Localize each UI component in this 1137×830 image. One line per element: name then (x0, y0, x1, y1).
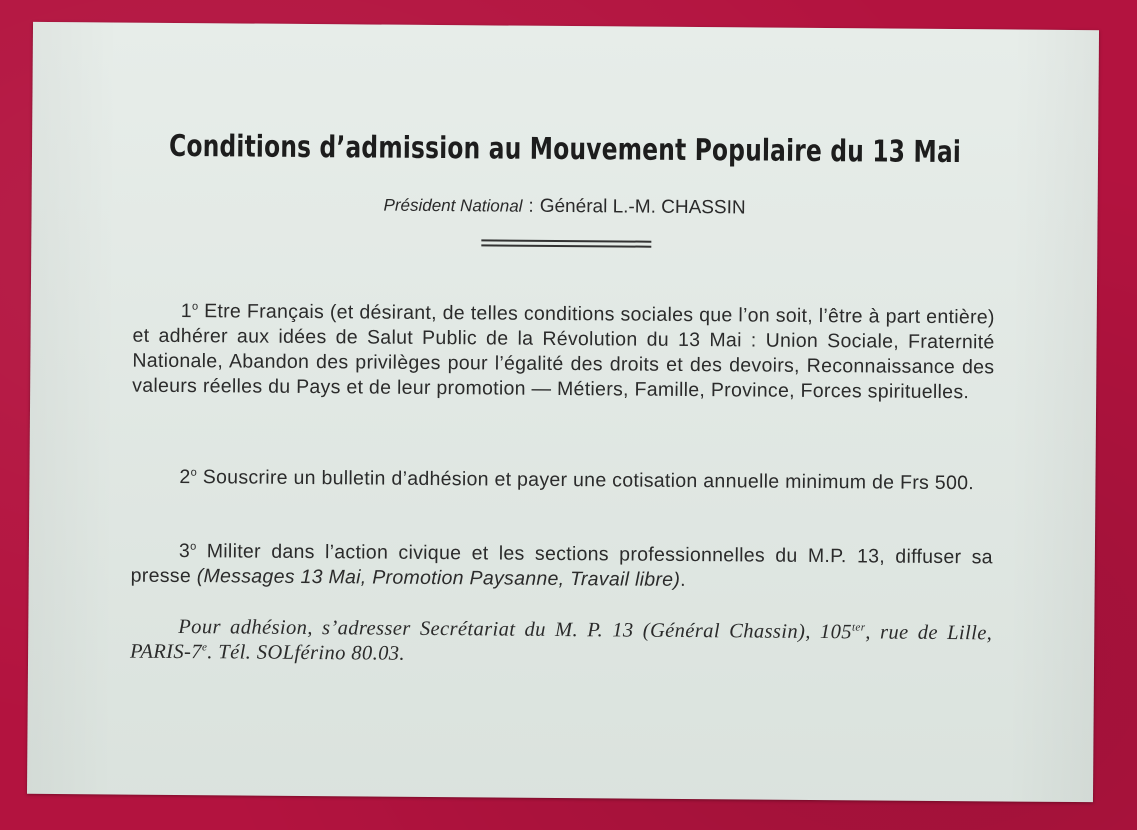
condition-end: . (680, 568, 686, 591)
condition-text: Souscrire un bulletin d’adhésion et payer une cotisation annuelle minimum de Frs 500. (196, 466, 975, 495)
contact-arrondissement: e (201, 641, 208, 654)
president-name: Général L.-M. CHASSIN (539, 195, 746, 219)
contact-ter: ter (851, 621, 866, 634)
condition-2 (131, 465, 993, 497)
condition-text: Etre Français (et désirant, de telles conditions sociales que l’on soit, l’être à part entière) et adhérer aux idées de Salut Public de la Révolution du 13 Mai : Union Sociale, Fraternité Nationale, Abandon des privilèges pour l’égalité des droits et des devoirs, Reconnaissance des valeurs réelles du Pays et de leur promotion — Métiers, Famille, Province, Forces spirituelles. (132, 300, 995, 404)
condition-ordinal: o (190, 540, 197, 553)
contact-paragraph (130, 615, 992, 672)
condition-ordinal: o (191, 300, 199, 313)
contact-text-after: . Tél. SOLférino 80.03. (207, 641, 406, 665)
contact-text-mid: , rue de Lille, PARIS-7 (130, 621, 993, 664)
president-line (32, 192, 1098, 222)
condition-ordinal: o (190, 466, 198, 479)
condition-3 (131, 539, 993, 596)
double-rule-divider (481, 239, 651, 247)
admission-card (27, 22, 1099, 802)
condition-number: 3 (178, 539, 191, 563)
president-role: Président National (383, 195, 523, 216)
condition-number: 2 (179, 465, 191, 489)
press-titles: (Messages 13 Mai, Promotion Paysanne, Travail libre) (196, 565, 681, 591)
condition-number: 1 (180, 299, 193, 323)
condition-text: Militer dans l’action civique et les sections professionnelles du M.P. 13, diffuser sa presse (130, 540, 993, 588)
condition-1 (132, 299, 995, 406)
document-title: Conditions d’admission au Mouvement Populaire du 13 Mai (168, 128, 962, 171)
contact-text-before: Pour adhésion, s’adresser Secrétariat du M. P. 13 (Général Chassin), 105 (178, 615, 853, 644)
president-separator: : (528, 195, 534, 217)
